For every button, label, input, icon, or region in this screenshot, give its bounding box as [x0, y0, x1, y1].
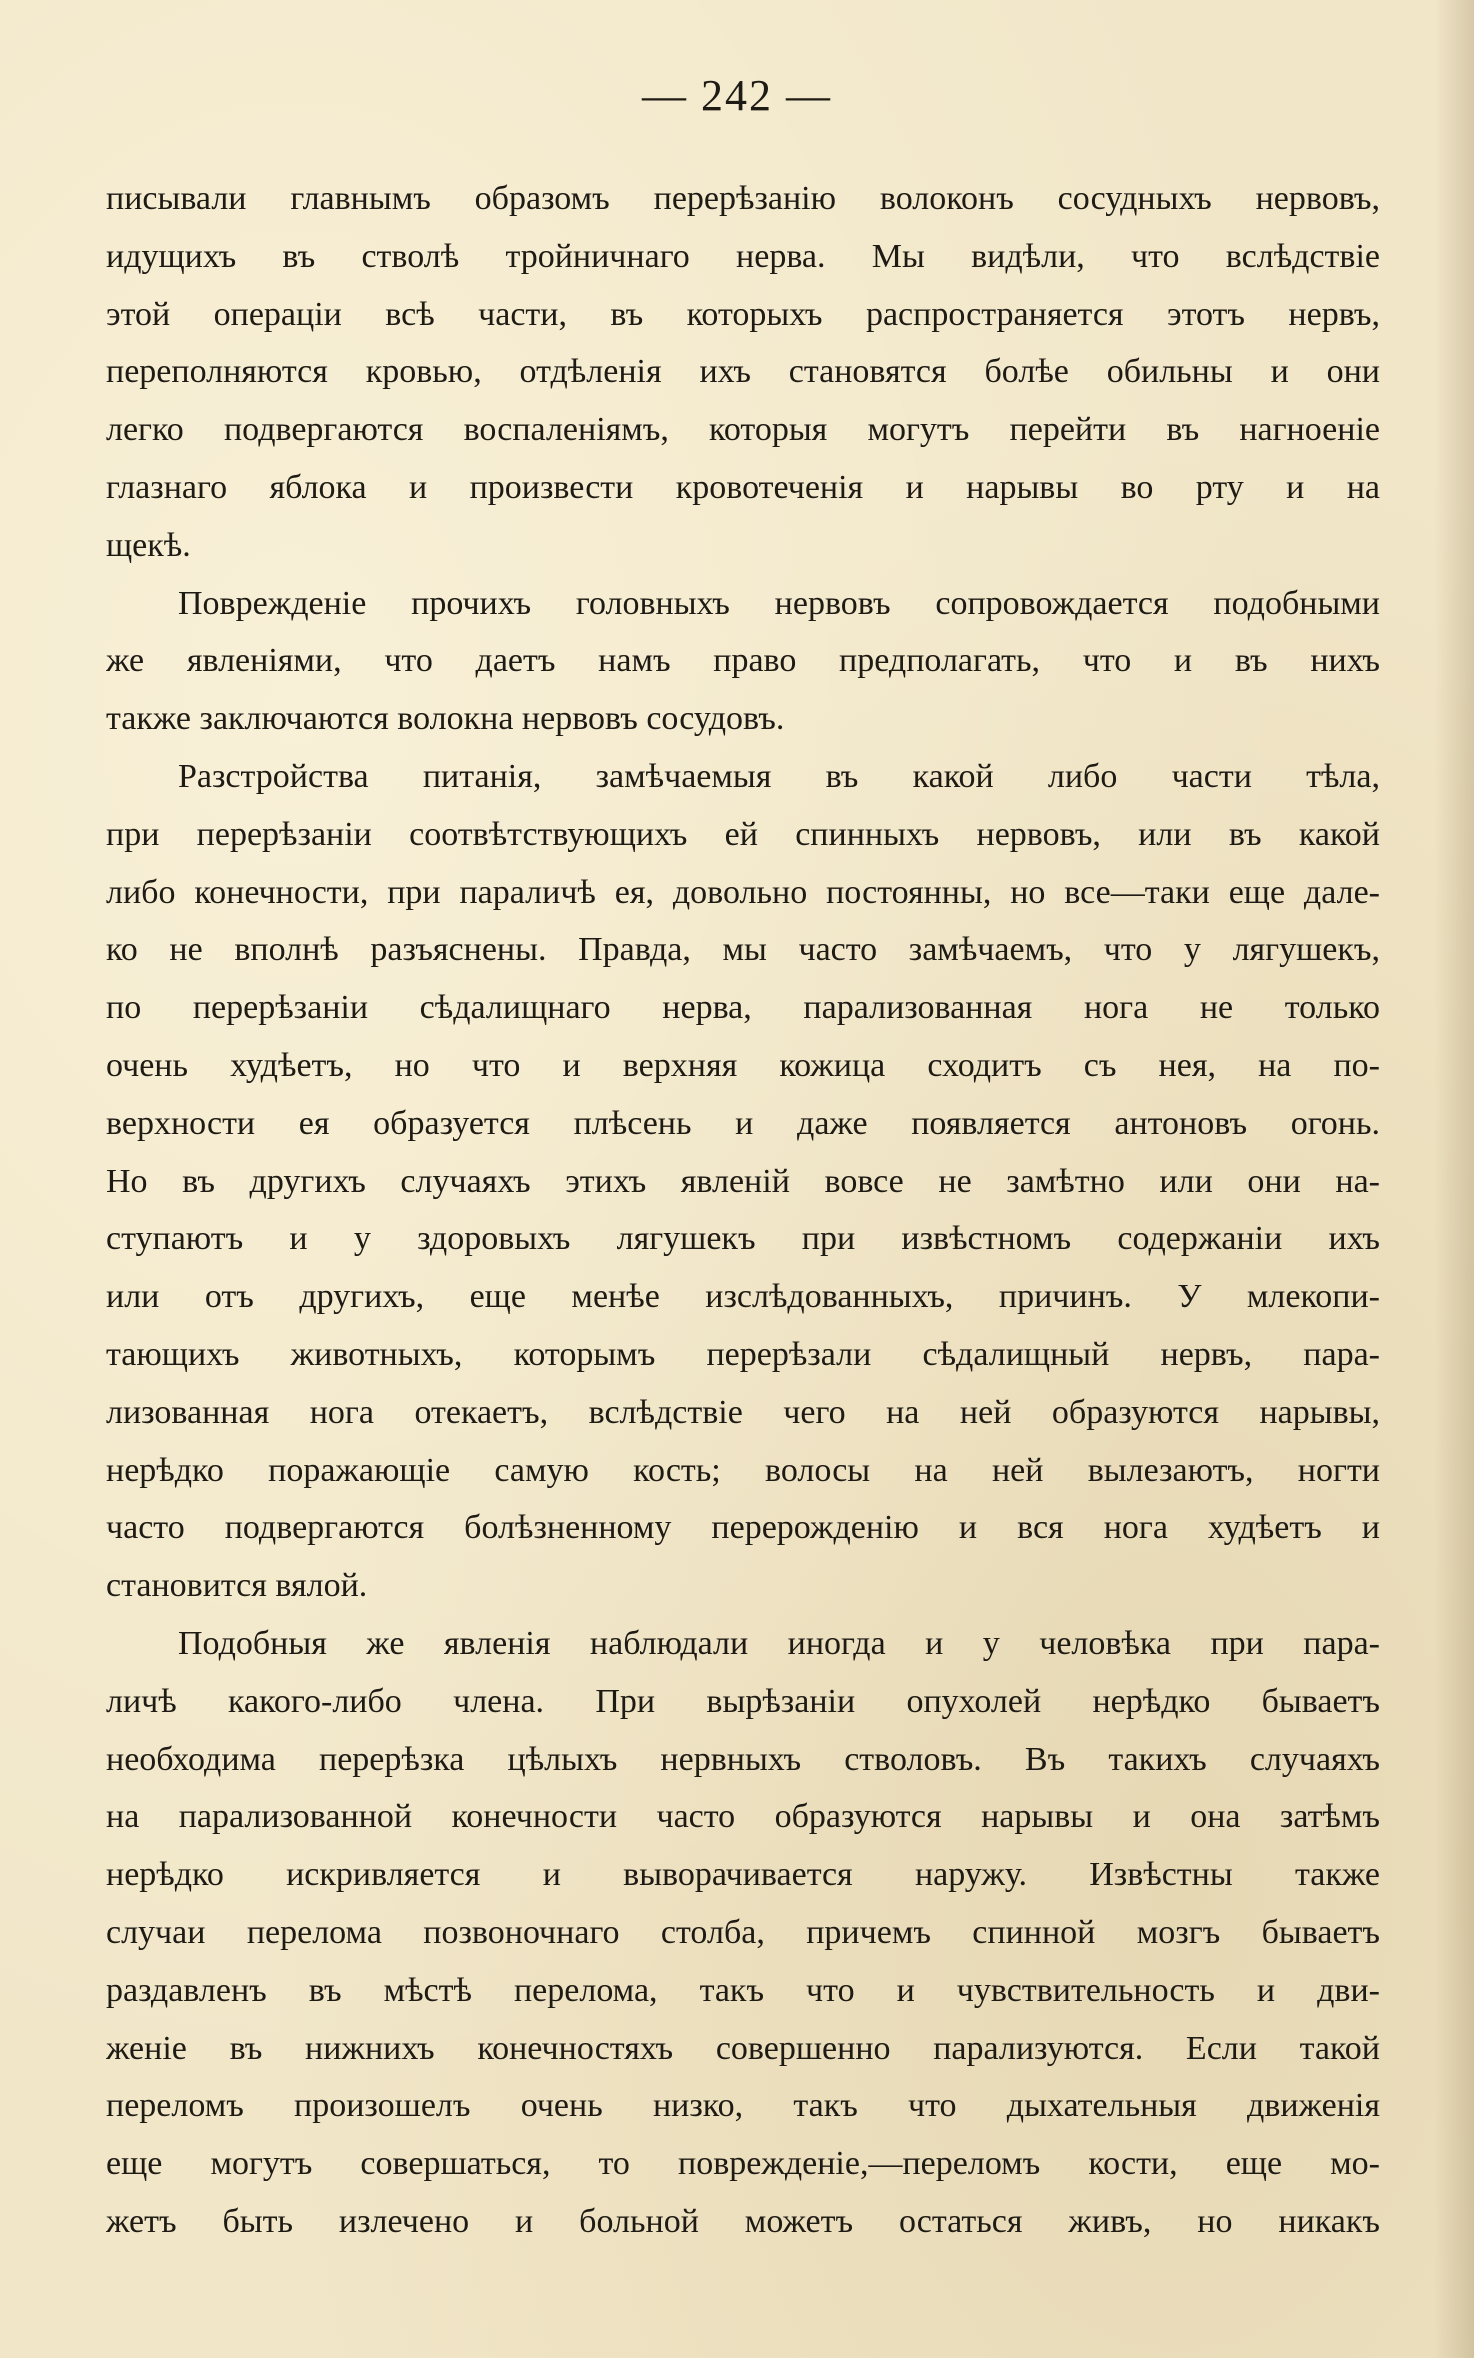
- text-line: ступаютъ и у здоровыхъ лягушекъ при извѣстномъ содержаніи ихъ: [106, 1220, 1380, 1258]
- text-line: легко подвергаются воспаленіямъ, которыя могутъ перейти въ нагноеніе: [106, 411, 1380, 449]
- text-line: очень худѣетъ, но что и верхняя кожица сходитъ съ нея, на по-: [106, 1046, 1380, 1084]
- text-line: глазнаго яблока и произвести кровотеченія и нарывы во рту и на: [106, 468, 1380, 506]
- text-line: раздавленъ въ мѣстѣ перелома, такъ что и чувствительность и дви-: [106, 1971, 1380, 2009]
- paragraph-4: [106, 1615, 1380, 2251]
- text-line: либо конечности, при параличѣ ея, довольно постоянны, но все—таки еще дале-: [106, 873, 1380, 911]
- text-line: или отъ другихъ, еще менѣе изслѣдованныхъ, причинъ. У млекопи-: [106, 1278, 1380, 1316]
- text-line: писывали главнымъ образомъ перерѣзанію волоконъ сосудныхъ нервовъ,: [106, 180, 1380, 217]
- text-line: лизованная нога отекаетъ, вслѣдствіе чего на ней образуются нарывы,: [106, 1393, 1380, 1431]
- text-line: переломъ произошелъ очень низко, такъ что дыхательныя движенія: [106, 2087, 1380, 2125]
- text-line: нерѣдко искривляется и выворачивается наружу. Извѣстны также: [106, 1856, 1380, 1894]
- text-line: щекѣ.: [106, 526, 191, 564]
- text-line: переполняются кровью, отдѣленія ихъ становятся болѣе обильны и они: [106, 353, 1380, 391]
- text-line: верхности ея образуется плѣсень и даже появляется антоновъ огонь.: [106, 1104, 1380, 1142]
- text-line: тающихъ животныхъ, которымъ перерѣзали сѣдалищный нервъ, пара-: [106, 1335, 1380, 1373]
- text-line: Поврежденіе прочихъ головныхъ нервовъ сопровождается подобными: [178, 584, 1380, 622]
- text-line: необходима перерѣзка цѣлыхъ нервныхъ стволовъ. Въ такихъ случаяхъ: [106, 1740, 1380, 1778]
- text-line: становится вялой.: [106, 1567, 368, 1605]
- text-line: Подобныя же явленія наблюдали иногда и у человѣка при пара-: [178, 1624, 1380, 1662]
- spine-shadow: [1434, 0, 1474, 2358]
- text-line: жетъ быть излечено и больной можетъ остаться живъ, но никакъ: [106, 2202, 1380, 2240]
- text-line: личѣ какого-либо члена. При вырѣзаніи опухолей нерѣдко бываетъ: [106, 1682, 1380, 1720]
- text-line: Но въ другихъ случаяхъ этихъ явленій вовсе не замѣтно или они на-: [106, 1162, 1380, 1200]
- text-line: также заключаются волокна нервовъ сосудовъ.: [106, 700, 785, 738]
- text-line: ко не вполнѣ разъяснены. Правда, мы часто замѣчаемъ, что у лягушекъ,: [106, 931, 1380, 969]
- text-line: этой операціи всѣ части, въ которыхъ распространяется этотъ нервъ,: [106, 295, 1380, 333]
- text-line: на парализованной конечности часто образуются нарывы и она затѣмъ: [106, 1798, 1380, 1836]
- paragraph-3: [106, 748, 1380, 1615]
- text-line: идущихъ въ стволѣ тройничнаго нерва. Мы видѣли, что вслѣдствіе: [106, 237, 1380, 275]
- text-line: по перерѣзаніи сѣдалищнаго нерва, парализованная нога не только: [106, 989, 1380, 1027]
- text-line: при перерѣзаніи соотвѣтствующихъ ей спинныхъ нервовъ, или въ какой: [106, 815, 1380, 853]
- text-line: женіе въ нижнихъ конечностяхъ совершенно парализуются. Если такой: [106, 2029, 1380, 2067]
- body-text: [106, 170, 1380, 2251]
- page-number: — 242 —: [642, 71, 832, 120]
- text-line: случаи перелома позвоночнаго столба, причемъ спинной мозгъ бываетъ: [106, 1913, 1380, 1951]
- text-line: нерѣдко поражающіе самую кость; волосы на ней вылезаютъ, ногти: [106, 1451, 1380, 1489]
- text-line: же явленіями, что даетъ намъ право предполагать, что и въ нихъ: [106, 642, 1380, 680]
- paragraph-1: [106, 170, 1380, 575]
- text-line: еще могутъ совершаться, то поврежденіе,—переломъ кости, еще мо-: [106, 2145, 1380, 2183]
- text-line: часто подвергаются болѣзненному перерожденію и вся нога худѣетъ и: [106, 1509, 1380, 1547]
- text-line: Разстройства питанія, замѣчаемыя въ какой либо части тѣла,: [178, 757, 1380, 795]
- paragraph-2: [106, 575, 1380, 748]
